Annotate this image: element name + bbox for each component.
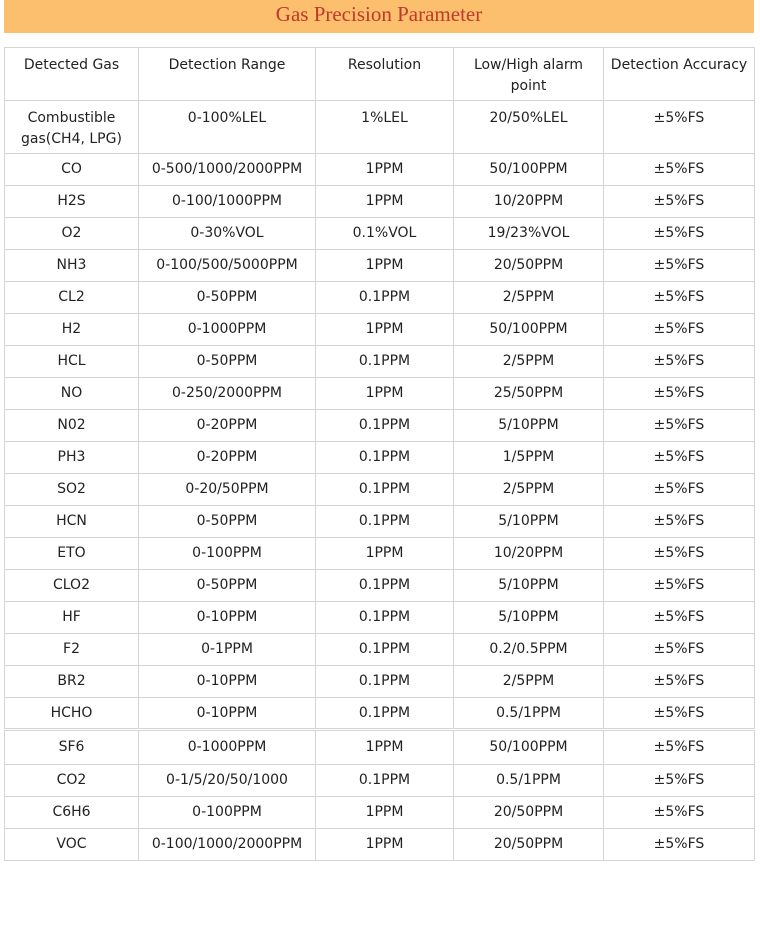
cell-gas: CO	[5, 154, 139, 186]
cell-alarm: 2/5PPM	[454, 282, 604, 314]
cell-resolution: 1PPM	[316, 829, 454, 861]
cell-gas: H2S	[5, 186, 139, 218]
cell-alarm: 50/100PPM	[454, 154, 604, 186]
table-row	[5, 378, 755, 410]
cell-accuracy: ±5%FS	[604, 538, 755, 570]
cell-gas: HCHO	[5, 698, 139, 730]
cell-resolution: 1PPM	[316, 314, 454, 346]
table-row	[5, 154, 755, 186]
gas-parameter-table	[4, 47, 755, 861]
cell-accuracy: ±5%FS	[604, 154, 755, 186]
cell-accuracy: ±5%FS	[604, 602, 755, 634]
cell-range: 0-500/1000/2000PPM	[139, 154, 316, 186]
cell-resolution: 1PPM	[316, 730, 454, 765]
cell-range: 0-50PPM	[139, 346, 316, 378]
cell-resolution: 1PPM	[316, 250, 454, 282]
cell-accuracy: ±5%FS	[604, 666, 755, 698]
cell-resolution: 1PPM	[316, 154, 454, 186]
header-detection-accuracy: Detection Accuracy	[604, 48, 755, 101]
table-row	[5, 506, 755, 538]
cell-gas: CLO2	[5, 570, 139, 602]
cell-alarm: 25/50PPM	[454, 378, 604, 410]
cell-gas: CL2	[5, 282, 139, 314]
cell-range: 0-1PPM	[139, 634, 316, 666]
cell-gas: VOC	[5, 829, 139, 861]
cell-resolution: 0.1PPM	[316, 698, 454, 730]
cell-alarm: 0.5/1PPM	[454, 698, 604, 730]
cell-alarm: 20/50PPM	[454, 250, 604, 282]
cell-gas: O2	[5, 218, 139, 250]
cell-resolution: 1PPM	[316, 186, 454, 218]
table-row	[5, 186, 755, 218]
cell-accuracy: ±5%FS	[604, 314, 755, 346]
cell-accuracy: ±5%FS	[604, 474, 755, 506]
header-resolution: Resolution	[316, 48, 454, 101]
cell-resolution: 0.1PPM	[316, 474, 454, 506]
cell-accuracy: ±5%FS	[604, 730, 755, 765]
cell-range: 0-100/1000PPM	[139, 186, 316, 218]
cell-gas: NH3	[5, 250, 139, 282]
table-row	[5, 314, 755, 346]
cell-gas: NO	[5, 378, 139, 410]
cell-accuracy: ±5%FS	[604, 378, 755, 410]
cell-gas: CO2	[5, 765, 139, 797]
cell-range: 0-100PPM	[139, 538, 316, 570]
cell-gas: Combustible gas(CH4, LPG)	[5, 101, 139, 154]
cell-range: 0-20PPM	[139, 442, 316, 474]
cell-resolution: 1PPM	[316, 797, 454, 829]
table-row	[5, 474, 755, 506]
cell-alarm: 2/5PPM	[454, 346, 604, 378]
cell-resolution: 0.1PPM	[316, 506, 454, 538]
cell-alarm: 19/23%VOL	[454, 218, 604, 250]
cell-resolution: 1PPM	[316, 378, 454, 410]
cell-alarm: 20/50%LEL	[454, 101, 604, 154]
cell-range: 0-1/5/20/50/1000	[139, 765, 316, 797]
table-row	[5, 570, 755, 602]
cell-range: 0-250/2000PPM	[139, 378, 316, 410]
cell-range: 0-10PPM	[139, 698, 316, 730]
header-detection-range: Detection Range	[139, 48, 316, 101]
cell-range: 0-50PPM	[139, 506, 316, 538]
table-header-row	[5, 48, 755, 101]
cell-alarm: 50/100PPM	[454, 314, 604, 346]
cell-alarm: 0.5/1PPM	[454, 765, 604, 797]
cell-gas: PH3	[5, 442, 139, 474]
cell-gas: HCN	[5, 506, 139, 538]
cell-range: 0-100%LEL	[139, 101, 316, 154]
table-row	[5, 538, 755, 570]
cell-alarm: 2/5PPM	[454, 474, 604, 506]
cell-resolution: 1%LEL	[316, 101, 454, 154]
cell-alarm: 5/10PPM	[454, 410, 604, 442]
header-alarm-point: Low/High alarm point	[454, 48, 604, 101]
cell-accuracy: ±5%FS	[604, 186, 755, 218]
cell-gas: F2	[5, 634, 139, 666]
cell-alarm: 5/10PPM	[454, 506, 604, 538]
cell-range: 0-20PPM	[139, 410, 316, 442]
cell-range: 0-30%VOL	[139, 218, 316, 250]
cell-alarm: 10/20PPM	[454, 186, 604, 218]
cell-accuracy: ±5%FS	[604, 282, 755, 314]
cell-accuracy: ±5%FS	[604, 250, 755, 282]
cell-range: 0-20/50PPM	[139, 474, 316, 506]
cell-accuracy: ±5%FS	[604, 570, 755, 602]
table-row	[5, 698, 755, 730]
cell-range: 0-50PPM	[139, 570, 316, 602]
header-detected-gas: Detected Gas	[5, 48, 139, 101]
cell-resolution: 0.1PPM	[316, 570, 454, 602]
cell-resolution: 0.1PPM	[316, 410, 454, 442]
cell-gas: C6H6	[5, 797, 139, 829]
cell-accuracy: ±5%FS	[604, 218, 755, 250]
cell-range: 0-1000PPM	[139, 314, 316, 346]
cell-resolution: 0.1%VOL	[316, 218, 454, 250]
cell-alarm: 1/5PPM	[454, 442, 604, 474]
table-row	[5, 218, 755, 250]
cell-accuracy: ±5%FS	[604, 346, 755, 378]
table-row	[5, 101, 755, 154]
cell-resolution: 0.1PPM	[316, 666, 454, 698]
cell-gas: HF	[5, 602, 139, 634]
cell-gas: BR2	[5, 666, 139, 698]
table-row	[5, 765, 755, 797]
cell-alarm: 5/10PPM	[454, 570, 604, 602]
cell-alarm: 50/100PPM	[454, 730, 604, 765]
cell-accuracy: ±5%FS	[604, 765, 755, 797]
cell-alarm: 2/5PPM	[454, 666, 604, 698]
cell-accuracy: ±5%FS	[604, 506, 755, 538]
cell-gas: H2	[5, 314, 139, 346]
page-title: Gas Precision Parameter	[4, 0, 754, 33]
cell-resolution: 0.1PPM	[316, 346, 454, 378]
cell-range: 0-50PPM	[139, 282, 316, 314]
table-row	[5, 730, 755, 765]
cell-alarm: 20/50PPM	[454, 797, 604, 829]
table-row	[5, 250, 755, 282]
cell-resolution: 0.1PPM	[316, 634, 454, 666]
cell-alarm: 20/50PPM	[454, 829, 604, 861]
cell-accuracy: ±5%FS	[604, 634, 755, 666]
table-row	[5, 442, 755, 474]
cell-range: 0-100/500/5000PPM	[139, 250, 316, 282]
cell-gas: ETO	[5, 538, 139, 570]
cell-accuracy: ±5%FS	[604, 797, 755, 829]
cell-resolution: 0.1PPM	[316, 282, 454, 314]
cell-accuracy: ±5%FS	[604, 101, 755, 154]
table-row	[5, 797, 755, 829]
cell-gas: SF6	[5, 730, 139, 765]
cell-alarm: 5/10PPM	[454, 602, 604, 634]
table-row	[5, 634, 755, 666]
cell-alarm: 10/20PPM	[454, 538, 604, 570]
cell-resolution: 0.1PPM	[316, 765, 454, 797]
cell-range: 0-10PPM	[139, 666, 316, 698]
cell-range: 0-100PPM	[139, 797, 316, 829]
cell-accuracy: ±5%FS	[604, 410, 755, 442]
cell-accuracy: ±5%FS	[604, 698, 755, 730]
cell-gas: SO2	[5, 474, 139, 506]
cell-range: 0-1000PPM	[139, 730, 316, 765]
cell-accuracy: ±5%FS	[604, 442, 755, 474]
cell-resolution: 0.1PPM	[316, 602, 454, 634]
table-row	[5, 346, 755, 378]
table-row	[5, 410, 755, 442]
cell-resolution: 0.1PPM	[316, 442, 454, 474]
table-row	[5, 829, 755, 861]
cell-gas: HCL	[5, 346, 139, 378]
cell-accuracy: ±5%FS	[604, 829, 755, 861]
cell-alarm: 0.2/0.5PPM	[454, 634, 604, 666]
cell-range: 0-10PPM	[139, 602, 316, 634]
table-row	[5, 282, 755, 314]
cell-gas: N02	[5, 410, 139, 442]
table-row	[5, 666, 755, 698]
cell-resolution: 1PPM	[316, 538, 454, 570]
cell-range: 0-100/1000/2000PPM	[139, 829, 316, 861]
table-row	[5, 602, 755, 634]
